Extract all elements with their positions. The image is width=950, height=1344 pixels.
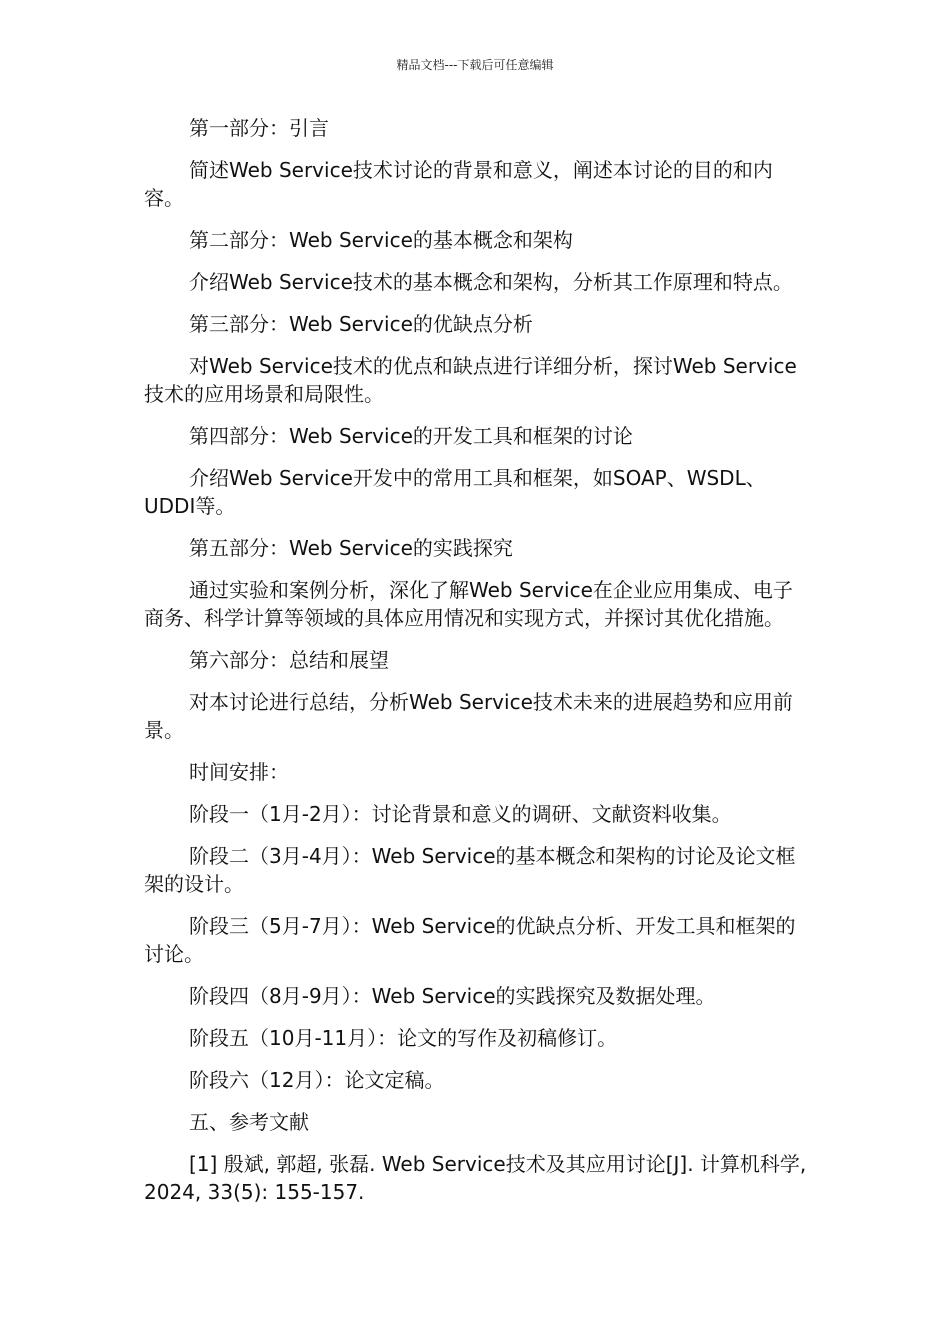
section-text-2: 介绍Web Service技术的基本概念和架构，分析其工作原理和特点。	[189, 270, 793, 294]
schedule-stage-6: 阶段六（12月）：论文定稿。	[189, 1068, 445, 1092]
page-header: 精品文档---下载后可任意编辑	[396, 58, 554, 72]
references-heading: 五、参考文献	[189, 1110, 309, 1134]
section-heading-5: 第五部分：Web Service的实践探究	[189, 536, 513, 560]
section-text-4: 介绍Web Service开发中的常用工具和框架，如SOAP、WSDL、UDDI等。	[144, 466, 766, 518]
schedule-stage-3: 阶段三（5月-7月）：Web Service的优缺点分析、开发工具和框架的讨论。	[144, 914, 796, 966]
reference-item-1: [1] 殷斌, 郭超, 张磊. Web Service技术及其应用讨论[J]. 计算机科学, 2024, 33(5): 155-157.	[144, 1152, 813, 1204]
section-heading-6: 第六部分：总结和展望	[189, 648, 389, 672]
section-heading-4: 第四部分：Web Service的开发工具和框架的讨论	[189, 424, 633, 448]
section-text-3: 对Web Service技术的优点和缺点进行详细分析，探讨Web Service技术的应用场景和局限性。	[144, 354, 797, 406]
section-heading-2: 第二部分：Web Service的基本概念和架构	[189, 228, 573, 252]
schedule-stage-1: 阶段一（1月-2月）：讨论背景和意义的调研、文献资料收集。	[189, 802, 732, 826]
section-text-1: 简述Web Service技术讨论的背景和意义，阐述本讨论的目的和内容。	[144, 158, 773, 210]
section-text-5: 通过实验和案例分析，深化了解Web Service在企业应用集成、电子商务、科学计算等领域的具体应用情况和实现方式，并探讨其优化措施。	[144, 578, 793, 630]
schedule-stage-4: 阶段四（8月-9月）：Web Service的实践探究及数据处理。	[189, 984, 716, 1008]
schedule-heading: 时间安排：	[189, 760, 289, 784]
schedule-stage-2: 阶段二（3月-4月）：Web Service的基本概念和架构的讨论及论文框架的设计。	[144, 844, 796, 896]
section-text-6: 对本讨论进行总结，分析Web Service技术未来的进展趋势和应用前景。	[144, 690, 793, 742]
section-heading-3: 第三部分：Web Service的优缺点分析	[189, 312, 533, 336]
schedule-stage-5: 阶段五（10月-11月）：论文的写作及初稿修订。	[189, 1026, 618, 1050]
document-body	[144, 114, 812, 1220]
section-heading-1: 第一部分：引言	[189, 116, 329, 140]
